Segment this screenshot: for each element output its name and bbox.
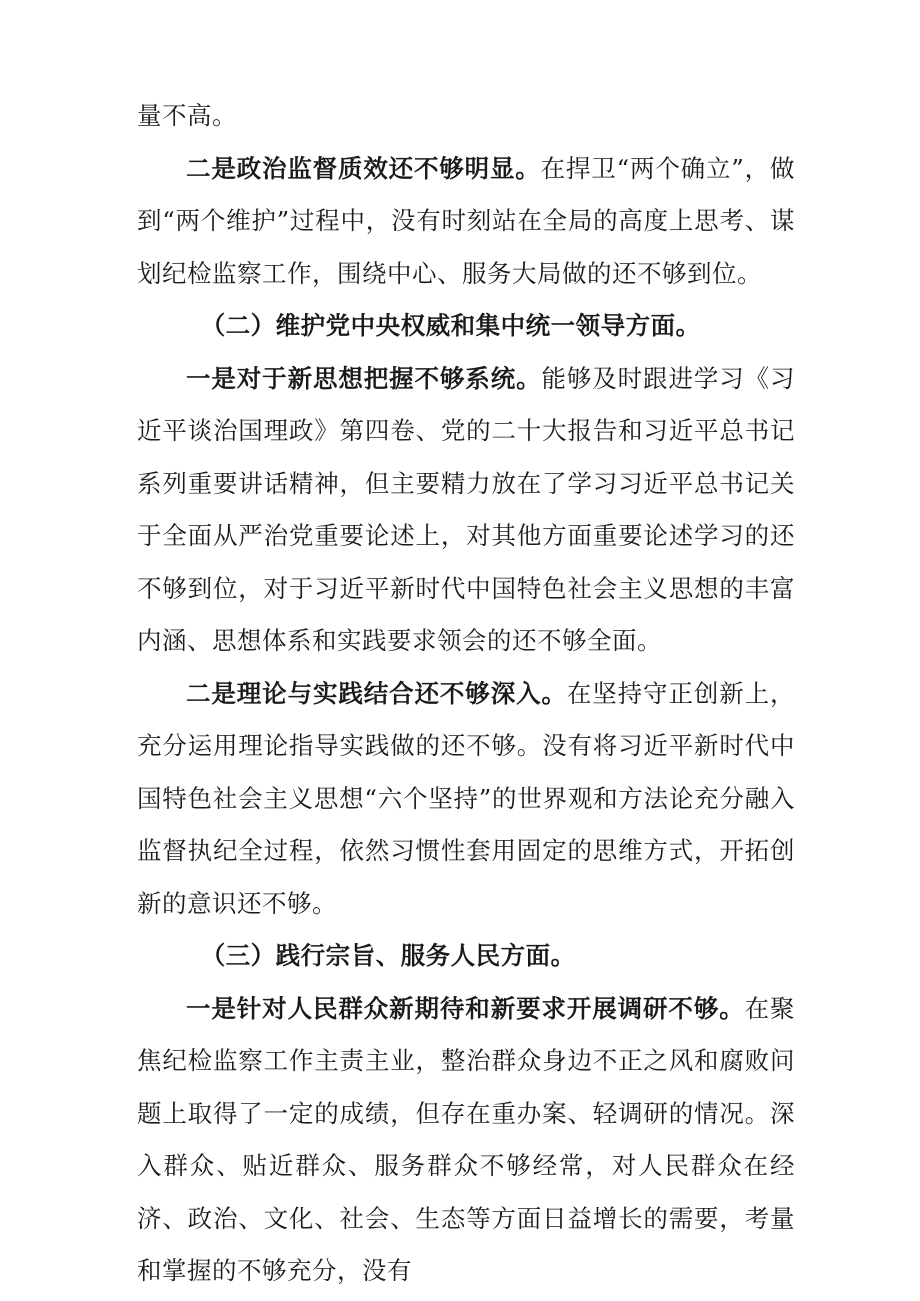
paragraph-lead-bold: 一是针对人民群众新期待和新要求开展调研不够。 — [186, 993, 745, 1023]
document-body — [137, 90, 795, 1298]
paragraph-lead-bold: 一是对于新思想把握不够系统。 — [186, 363, 542, 393]
section-heading-2 — [137, 300, 795, 353]
section-heading-3 — [137, 930, 795, 983]
paragraph-continuation — [137, 90, 795, 143]
paragraph-text: 在坚持守正创新上，充分运用理论指导实践做的还不够。没有将习近平新时代中国特色社会主义思想“六个坚持”的世界观和方法论充分融入监督执纪全过程，依然习惯性套用固定的思维方式，开拓创新的意识还不够。 — [137, 678, 796, 918]
paragraph-text: 量不高。 — [137, 101, 237, 130]
paragraph-new-thought — [137, 353, 795, 668]
section-heading-text: （三）践行宗旨、服务人民方面。 — [200, 941, 576, 970]
paragraph-text: 在捍卫“两个确立”，做到“两个维护”过程中，没有时刻站在全局的高度上思考、谋划纪检监察工作，围绕中心、服务大局做的还不够到位。 — [137, 153, 795, 288]
section-heading-text: （二）维护党中央权威和集中统一领导方面。 — [200, 311, 701, 340]
paragraph-political-supervision — [137, 143, 795, 301]
paragraph-text: 能够及时跟进学习《习近平谈治国理政》第四卷、党的二十大报告和习近平总书记系列重要讲话精神，但主要精力放在了学习习近平总书记关于全面从严治党重要论述上，对其他方面重要论述学习的还不够到位，对于习近平新时代中国特色社会主义思想的丰富内涵、思想体系和实践要求领会的还不够全面。 — [137, 363, 796, 655]
paragraph-text: 在聚焦纪检监察工作主责主业，整治群众身边不正之风和腐败问题上取得了一定的成绩，但存在重办案、轻调研的情况。深入群众、贴近群众、服务群众不够经常，对人民群众在经济、政治、文化、社会、生态等方面日益增长的需要，考量和掌握的不够充分，没有 — [137, 993, 796, 1285]
paragraph-lead-bold: 二是政治监督质效还不够明显。 — [186, 153, 541, 183]
paragraph-theory-practice — [137, 668, 795, 931]
paragraph-research — [137, 983, 795, 1298]
paragraph-lead-bold: 二是理论与实践结合还不够深入。 — [186, 678, 567, 708]
